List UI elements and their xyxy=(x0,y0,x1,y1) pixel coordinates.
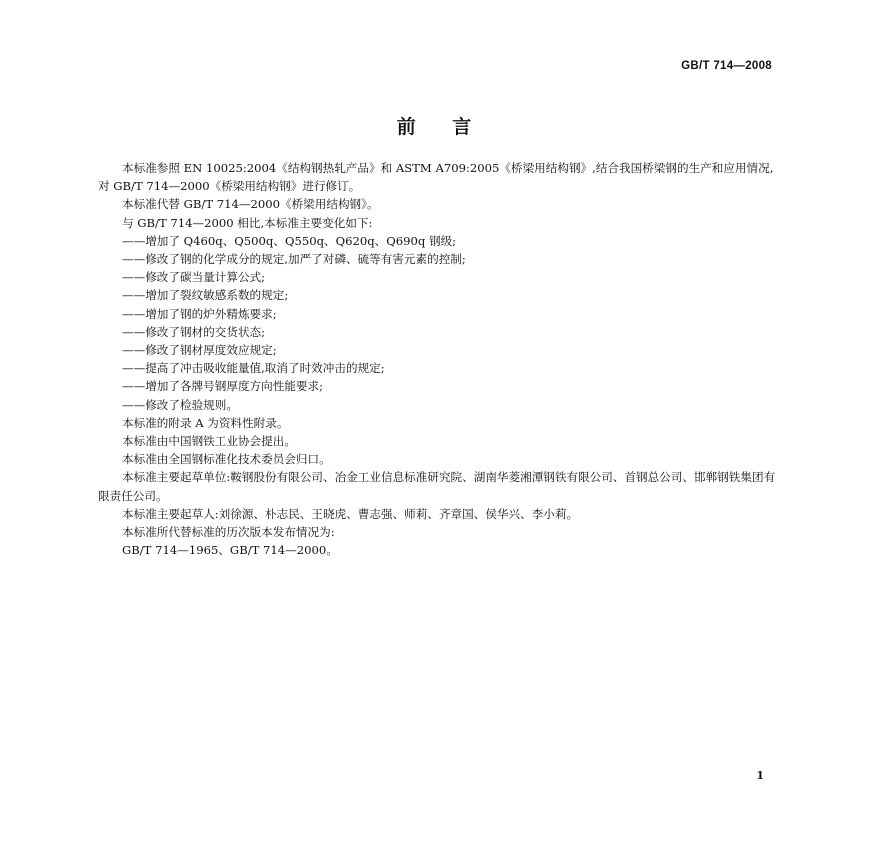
paragraph-changes-intro: 与 GB/T 714—2000 相比,本标准主要变化如下: xyxy=(122,215,373,230)
standard-code-header: GB/T 714—2008 xyxy=(681,60,772,72)
paragraph-replaces: 本标准代替 GB/T 714—2000《桥梁用结构钢》。 xyxy=(122,197,379,212)
paragraph-appendix: 本标准的附录 A 为资料性附录。 xyxy=(122,415,289,430)
change-item: ——修改了钢的化学成分的规定,加严了对磷、硫等有害元素的控制; xyxy=(122,252,466,267)
paragraph-history-intro: 本标准所代替标准的历次版本发布情况为: xyxy=(122,525,335,540)
change-item: ——增加了裂纹敏感系数的规定; xyxy=(122,288,289,303)
change-item: ——修改了钢材厚度效应规定; xyxy=(122,343,277,358)
paragraph-reference: 本标准参照 EN 10025:2004《结构钢热轧产品》和 ASTM A709:2005《桥梁用结构钢》,结合我国桥梁钢的生产和应用情况,对 GB/T 714—2000《桥梁用结构钢》进行修订。 xyxy=(98,161,774,194)
change-item: ——修改了碳当量计算公式; xyxy=(122,270,266,285)
change-item: ——增加了各牌号钢厚度方向性能要求; xyxy=(122,379,324,394)
page-number: 1 xyxy=(756,769,764,782)
paragraph-history-versions: GB/T 714—1965、GB/T 714—2000。 xyxy=(122,543,338,558)
change-item: ——提高了冲击吸收能量值,取消了时效冲击的规定; xyxy=(122,361,385,376)
paragraph-drafting-units: 本标准主要起草单位:鞍钢股份有限公司、冶金工业信息标准研究院、湖南华菱湘潭钢铁有限公司、首钢总公司、邯郸钢铁集团有限责任公司。 xyxy=(98,470,776,503)
foreword-body xyxy=(98,159,778,559)
change-item: ——修改了检验规则。 xyxy=(122,397,238,412)
change-item: ——修改了钢材的交货状态; xyxy=(122,324,266,339)
paragraph-proposer: 本标准由中国钢铁工业协会提出。 xyxy=(122,434,296,449)
change-item: ——增加了钢的炉外精炼要求; xyxy=(122,306,277,321)
paragraph-drafters: 本标准主要起草人:刘徐源、朴志民、王晓虎、曹志强、师莉、齐章国、侯华兴、李小莉。 xyxy=(122,506,579,521)
change-item: ——增加了 Q460q、Q500q、Q550q、Q620q、Q690q 钢级; xyxy=(122,233,457,248)
page-title: 前 言 xyxy=(396,116,474,138)
paragraph-committee: 本标准由全国钢标准化技术委员会归口。 xyxy=(122,452,331,467)
